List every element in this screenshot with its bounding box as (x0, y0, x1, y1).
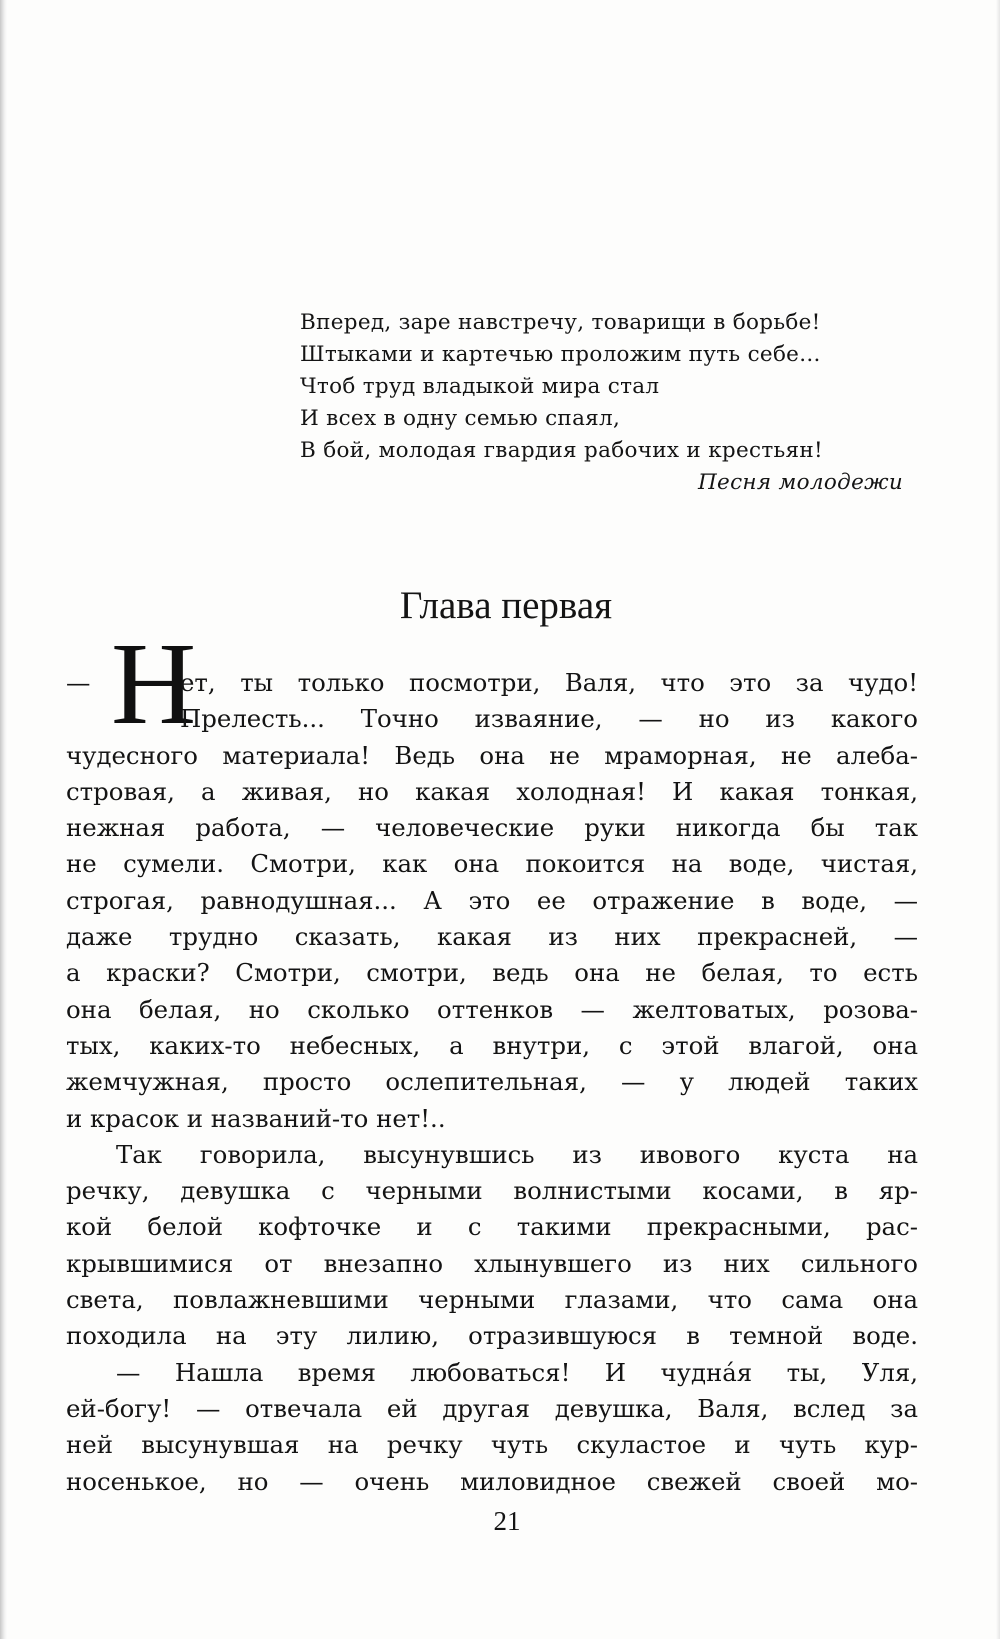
page-edge-shadow (996, 0, 1000, 1639)
text-line (66, 1101, 918, 1137)
text-line (66, 919, 918, 955)
text-line (66, 1137, 918, 1173)
page-number: 21 (493, 1506, 521, 1536)
chapter-title: Глава первая (399, 584, 613, 627)
line-text: и красок и названий-то нет!.. (66, 1103, 446, 1133)
epigraph-line: Чтоб труд владыкой мира стал (300, 374, 660, 399)
text-line (66, 955, 918, 991)
text-line (66, 1028, 918, 1064)
opening-dash: — (66, 668, 91, 697)
text-line (66, 1318, 918, 1354)
epigraph-line: Вперед, заре навстречу, товарищи в борьбе! (300, 310, 821, 335)
text-line (66, 1173, 918, 1209)
line-text: речку, девушка с черными волнистыми косами, в яр- (66, 1176, 918, 1206)
line-text: не сумели. Смотри, как она покоится на воде, чистая, (66, 849, 918, 879)
line-text: ей-богу! — отвечала ей другая девушка, Валя, вслед за (66, 1393, 918, 1423)
line-text: а краски? Смотри, смотри, ведь она не белая, то есть (66, 958, 918, 988)
text-line (66, 1464, 918, 1500)
line-text: жемчужная, просто ослепительная, — у людей таких (66, 1067, 918, 1097)
text-line (66, 992, 918, 1028)
line-text: крывшимися от внезапно хлынувшего из них сильного (66, 1248, 918, 1278)
text-line (66, 1246, 918, 1282)
page-spine-shadow (0, 0, 7, 1639)
line-text: кой белой кофточке и с такими прекрасными, рас- (66, 1212, 918, 1242)
line-text: строгая, равнодушная... А это ее отражение в воде, — (66, 885, 918, 915)
text-line (66, 1391, 918, 1427)
line-text: даже трудно сказать, какая из них прекрасней, — (66, 922, 918, 952)
epigraph (300, 307, 910, 499)
text-line (66, 810, 918, 846)
opening-line-2: Прелесть... Точно изваяние, — но из какого (180, 704, 918, 734)
chapter-body (66, 665, 918, 1500)
epigraph-source: Песня молодежи (698, 470, 903, 495)
line-text: стровая, а живая, но какая холодная! И какая тонкая, (66, 776, 918, 806)
text-line (66, 665, 918, 701)
line-text: света, повлажневшими черными глазами, что сама она (66, 1285, 918, 1315)
line-text: она белая, но сколько оттенков — желтоватых, розова- (66, 994, 918, 1024)
text-line (66, 1427, 918, 1463)
text-line (66, 701, 918, 737)
text-line (66, 1064, 918, 1100)
text-line (66, 846, 918, 882)
text-line (66, 1209, 918, 1245)
line-text: тых, каких-то небесных, а внутри, с этой влагой, она (66, 1030, 918, 1060)
line-text: ней высунувшая на речку чуть скуластое и чуть кур- (66, 1430, 918, 1460)
epigraph-line: И всех в одну семью спаял, (300, 406, 621, 431)
line-text: нежная работа, — человеческие руки никогда бы так (66, 813, 918, 843)
drop-cap-letter: Н (111, 618, 197, 749)
line-text: — Нашла время любоваться! И чудна́я ты, Уля, (116, 1357, 918, 1387)
text-line (66, 738, 918, 774)
text-line (66, 774, 918, 810)
line-text: Так говорила, высунувшись из ивового куста на (116, 1139, 918, 1169)
line-text: чудесного материала! Ведь она не мраморная, не алеба- (66, 740, 918, 770)
epigraph-line: В бой, молодая гвардия рабочих и крестьян! (300, 438, 823, 463)
text-line (66, 1282, 918, 1318)
line-text: походила на эту лилию, отразившуюся в темной воде. (66, 1321, 918, 1351)
text-line (66, 883, 918, 919)
epigraph-line: Штыками и картечью проложим путь себе... (300, 342, 821, 367)
line-text: носенькое, но — очень миловидное свежей своей мо- (66, 1466, 918, 1496)
opening-line-1: ет, ты только посмотри, Валя, что это за чудо! (180, 668, 918, 697)
text-line (66, 1355, 918, 1391)
